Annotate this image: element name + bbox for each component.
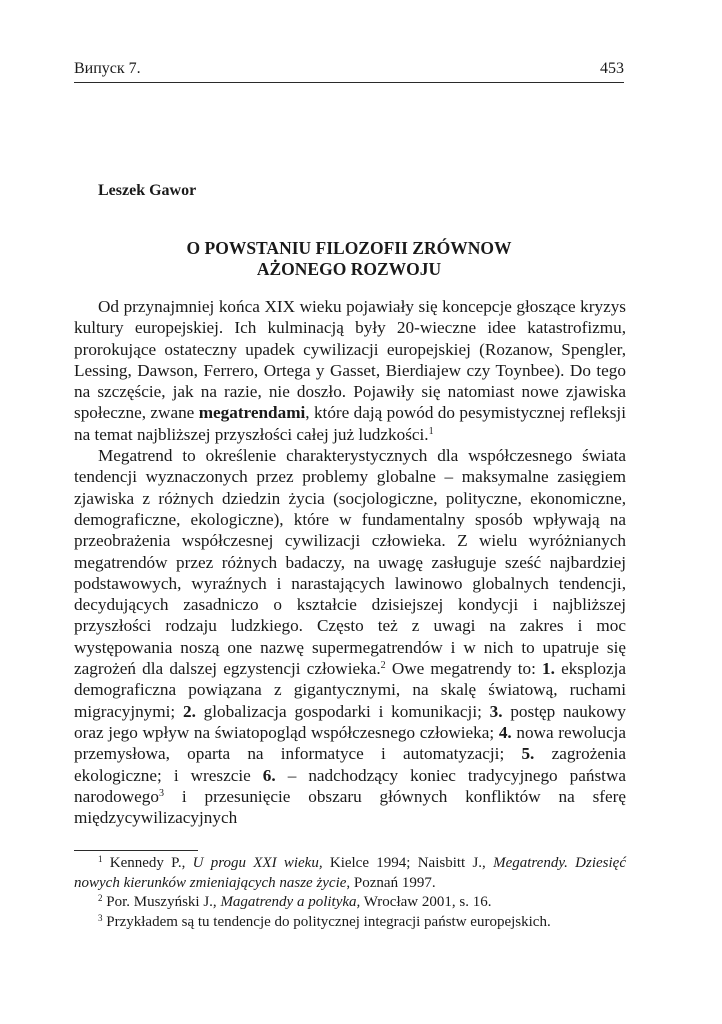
running-head	[74, 60, 624, 84]
page-number: 453	[600, 60, 624, 77]
footnote-ref-2[interactable]: 2	[380, 660, 386, 672]
footnote-1-text-2: Kielce 1994; Naisbitt J.,	[322, 855, 494, 871]
article-body	[74, 296, 626, 828]
list-item-5: zagrożenia ekologiczne; i wreszcie	[74, 744, 626, 785]
list-item-6: – nadchodzący koniec tradycyjnego państwa narodowego	[74, 765, 626, 806]
footnote-ref-1[interactable]: 1	[428, 425, 434, 437]
list-item-1: eksplozja demograficzna powiązana z gigantycznymi, na skalę światową, ruchami migracyjnymi;	[74, 659, 626, 721]
paragraph-2-text: Megatrend to określenie charakterystycznych dla współczesnego świata tendencji wyznaczonych przez problemy globalne – maksymalne zasięgiem zjawiska z różnych dziedzin życia (socjologiczne, polityczne, ekonomiczne, demograficzne, ekologiczne), które w fundamentalny sposób wpływają na przeobrażenia współczesnej cywilizacji człowieka. Z wielu wyróżnianych megatrendów przez różnych badaczy, na uwagę zasługuje sześć najbardziej podstawowych, wyraźnych i narastających lawinowo globalnych tendencji, decydujących zasadniczo o kształcie dzisiejszej kondycji i najbliższej przyszłości rodzaju ludzkiego. Często też z uwagi na zakres i moc występowania noszą one nazwę supermegatrendów i w nich to upatruje się zagrożeń dla dalszej egzystencji człowieka.	[74, 446, 626, 679]
list-number-1: 1.	[542, 659, 555, 679]
footnote-1-book-title-2: Megatrendy. Dziesięć nowych kierunków zmieniających nasze życie	[74, 855, 626, 891]
list-number-5: 5.	[521, 744, 535, 764]
list-number-4: 4.	[498, 722, 512, 742]
list-number-3: 3.	[489, 701, 503, 721]
footnote-2-number: 2	[98, 893, 103, 904]
list-item-3: postęp naukowy oraz jego wpływ na światopogląd współczesnego człowieka;	[74, 701, 626, 742]
header-rule	[74, 82, 624, 83]
article-author: Leszek Gawor	[98, 182, 197, 199]
article-title	[74, 238, 624, 280]
issue-label: Випуск 7.	[74, 60, 141, 77]
title-line-2: AŻONEGO ROZWOJU	[256, 259, 442, 279]
list-item-4: nowa rewolucja przemysłowa, oparta na informatyce i automatyzacji;	[74, 722, 626, 764]
list-intro: Owe megatrendy to:	[385, 659, 543, 679]
footnotes	[74, 854, 626, 932]
list-number-2: 2.	[182, 701, 196, 721]
footnote-2-text-end: Wrocław 2001, s. 16.	[360, 894, 492, 911]
paragraph-2-text-end: i przesunięcie obszaru głównych konfliktów na sferę międzycywilizacyjnych	[74, 786, 626, 828]
footnote-1-text-end: , Poznań 1997.	[346, 874, 436, 891]
list-number-6: 6.	[262, 765, 276, 785]
footnote-1	[74, 854, 626, 893]
footnote-1-text: Kennedy P.,	[102, 855, 193, 871]
footnote-2-text: Por. Muszyński J.,	[102, 894, 221, 911]
footnote-2	[74, 893, 626, 913]
footnote-1-number: 1	[98, 854, 103, 864]
paragraph-1	[74, 296, 626, 445]
footnote-1-book-title: U progu XXI wieku,	[192, 855, 323, 871]
list-item-2: globalizacja gospodarki i komunikacji;	[195, 701, 490, 721]
key-term: megatrendami	[198, 403, 306, 423]
title-line-1: O POWSTANIU FILOZOFII ZRÓWNOW	[186, 238, 512, 258]
footnote-rule	[74, 850, 198, 851]
footnote-ref-3[interactable]: 3	[158, 787, 164, 799]
footnote-3	[74, 913, 626, 933]
footnote-3-number: 3	[98, 912, 103, 923]
footnote-2-book-title: Magatrendy a polityka,	[220, 894, 361, 911]
paragraph-1-text-end: , które dają powód do pesymistycznej refleksji na temat najbliższej przyszłości całej już ludzkości.	[74, 403, 626, 444]
paragraph-1-text: Od przynajmniej końca XIX wieku pojawiały się koncepcje głoszące kryzys kultury europejskiej. Ich kulminacją były 20-wieczne idee katastrofizmu, prorokujące ostateczny upadek cywilizacji europejskiej (Rozanow, Spengler, Lessing, Dawson, Ferrero, Ortega y Gasset, Bierdiajew czy Toynbee). Do tego na szczęście, jak na razie, nie doszło. Pojawiły się natomiast nowe zjawiska społeczne, zwane	[74, 297, 626, 423]
paragraph-2	[74, 445, 626, 828]
footnote-3-text: Przykładem są tu tendencje do politycznej integracji państw europejskich.	[102, 913, 551, 930]
